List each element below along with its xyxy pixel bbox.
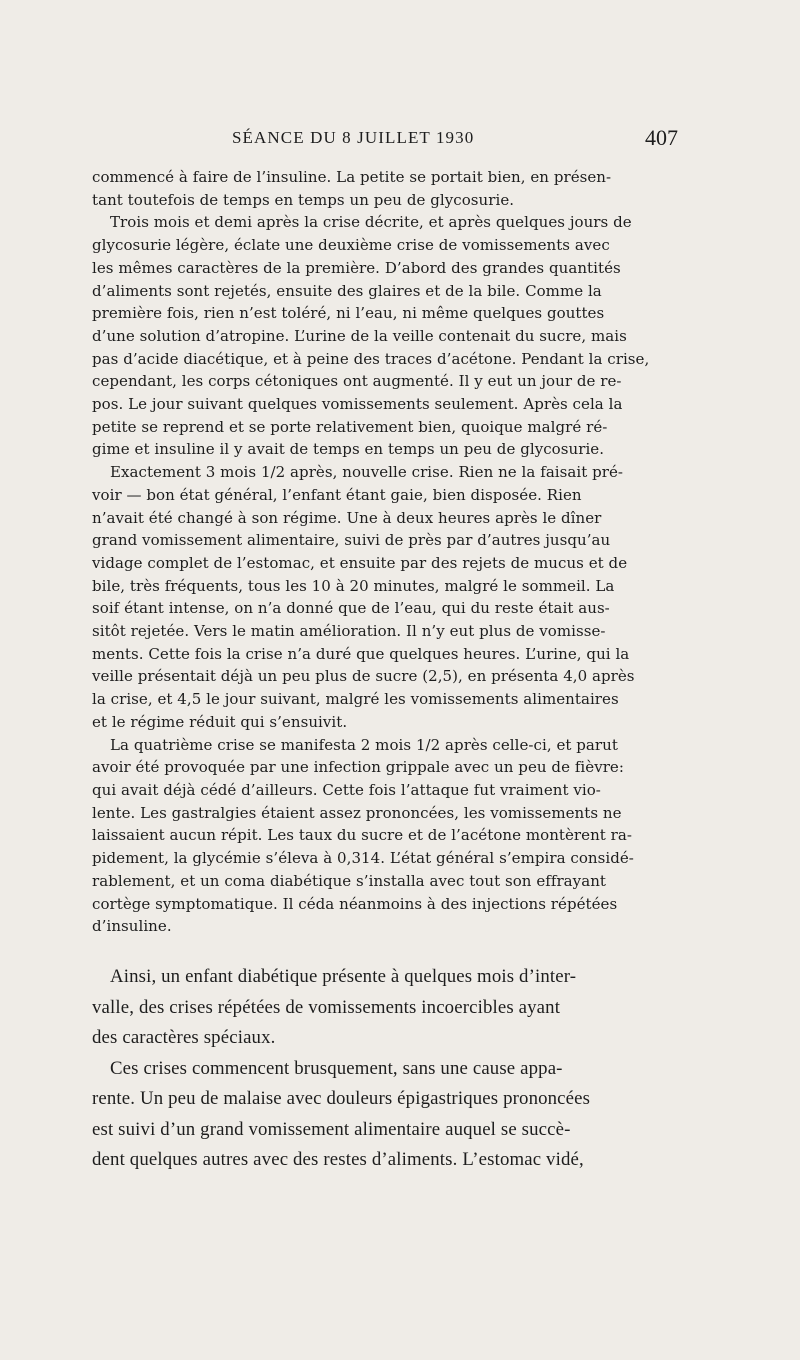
text-line: les mêmes caractères de la première. D’abord des grandes quantités	[92, 258, 621, 277]
paragraph-large-1	[74, 962, 680, 1054]
text-line: ments. Cette fois la crise n’a duré que quelques heures. L’urine, qui la	[92, 644, 630, 663]
text-line: bile, très fréquents, tous les 10 à 20 minutes, malgré le sommeil. La	[92, 576, 615, 595]
text-line: Ainsi, un enfant diabétique présente à quelques mois d’inter-	[110, 966, 577, 987]
text-line: Ces crises commencent brusquement, sans une cause appa-	[110, 1057, 563, 1079]
text-line: avoir été provoquée par une infection grippale avec un peu de fièvre:	[92, 758, 624, 777]
paragraph-small-3	[74, 461, 680, 733]
text-line: gime et insuline il y avait de temps en temps un peu de glycosurie.	[92, 440, 605, 459]
text-line: veille présentait déjà un peu plus de sucre (2,5), en présenta 4,0 après	[92, 667, 635, 686]
text-line: pos. Le jour suivant quelques vomissements seulement. Après cela la	[92, 395, 623, 414]
text-line: cependant, les corps cétoniques ont augmenté. Il y eut un jour de re-	[92, 372, 622, 391]
text-line: pas d’acide diacétique, et à peine des traces d’acétone. Pendant la crise,	[92, 349, 650, 368]
text-line: Exactement 3 mois 1/2 après, nouvelle crise. Rien ne la faisait pré-	[110, 463, 624, 482]
text-line: pidement, la glycémie s’éleva à 0,314. L’état général s’empira considé-	[92, 849, 634, 868]
text-line: laissaient aucun répit. Les taux du sucre et de l’acétone montèrent ra-	[92, 826, 633, 845]
text-line: dent quelques autres avec des restes d’aliments. L’estomac vidé,	[92, 1149, 584, 1170]
text-line: sitôt rejetée. Vers le matin amélioration. Il n’y eut plus de vomisse-	[92, 622, 606, 641]
text-line: rente. Un peu de malaise avec douleurs épigastriques prononcées	[92, 1088, 591, 1109]
text-line: et le régime réduit qui s’ensuivit.	[92, 712, 348, 731]
text-line: la crise, et 4,5 le jour suivant, malgré les vomissements alimentaires	[92, 690, 619, 709]
text-line: d’insuline.	[92, 917, 172, 936]
text-line: La quatrième crise se manifesta 2 mois 1/2 après celle-ci, et parut	[110, 735, 618, 754]
text-line: grand vomissement alimentaire, suivi de près par d’autres jusqu’au	[92, 531, 611, 550]
text-line: qui avait déjà cédé d’ailleurs. Cette fois l’attaque fut vraiment vio-	[92, 780, 601, 799]
paragraph-large-2	[74, 1054, 680, 1176]
page-header	[74, 120, 680, 154]
paragraph-small-2	[74, 211, 680, 461]
text-line: tant toutefois de temps en temps un peu de glycosurie.	[92, 190, 515, 209]
running-title: SÉANCE DU 8 JUILLET 1930	[232, 128, 475, 147]
text-line: soif étant intense, on n’a donné que de l’eau, qui du reste était aus-	[92, 599, 610, 618]
text-line: première fois, rien n’est toléré, ni l’eau, ni même quelques gouttes	[92, 304, 605, 323]
text-line: petite se reprend et se porte relativement bien, quoique malgré ré-	[92, 417, 608, 436]
text-line: vidage complet de l’estomac, et ensuite par des rejets de mucus et de	[92, 553, 628, 572]
text-line: valle, des crises répétées de vomissements incoercibles ayant	[92, 996, 561, 1018]
text-line: est suivi d’un grand vomissement alimentaire auquel se succè-	[92, 1118, 571, 1140]
paragraph-small-1	[74, 166, 680, 211]
text-line: rablement, et un coma diabétique s’installa avec tout son effrayant	[92, 871, 606, 890]
text-line: d’une solution d’atropine. L’urine de la veille contenait du sucre, mais	[92, 326, 627, 345]
text-line: commencé à faire de l’insuline. La petite se portait bien, en présen-	[92, 168, 612, 186]
page-number: 407	[645, 125, 678, 150]
text-line: glycosurie légère, éclate une deuxième crise de vomissements avec	[92, 236, 610, 255]
body-text-small	[74, 166, 680, 938]
text-line: des caractères spéciaux.	[92, 1027, 276, 1048]
text-line: n’avait été changé à son régime. Une à deux heures après le dîner	[92, 508, 602, 527]
text-line: lente. Les gastralgies étaient assez prononcées, les vomissements ne	[92, 803, 622, 822]
text-line: voir — bon état général, l’enfant étant gaie, bien disposée. Rien	[92, 485, 582, 504]
text-line: Trois mois et demi après la crise décrite, et après quelques jours de	[110, 213, 632, 232]
body-text-large	[74, 962, 680, 1176]
text-line: d’aliments sont rejetés, ensuite des glaires et de la bile. Comme la	[92, 281, 602, 300]
text-line: cortège symptomatique. Il céda néanmoins à des injections répétées	[92, 894, 618, 913]
paragraph-small-4	[74, 734, 680, 938]
